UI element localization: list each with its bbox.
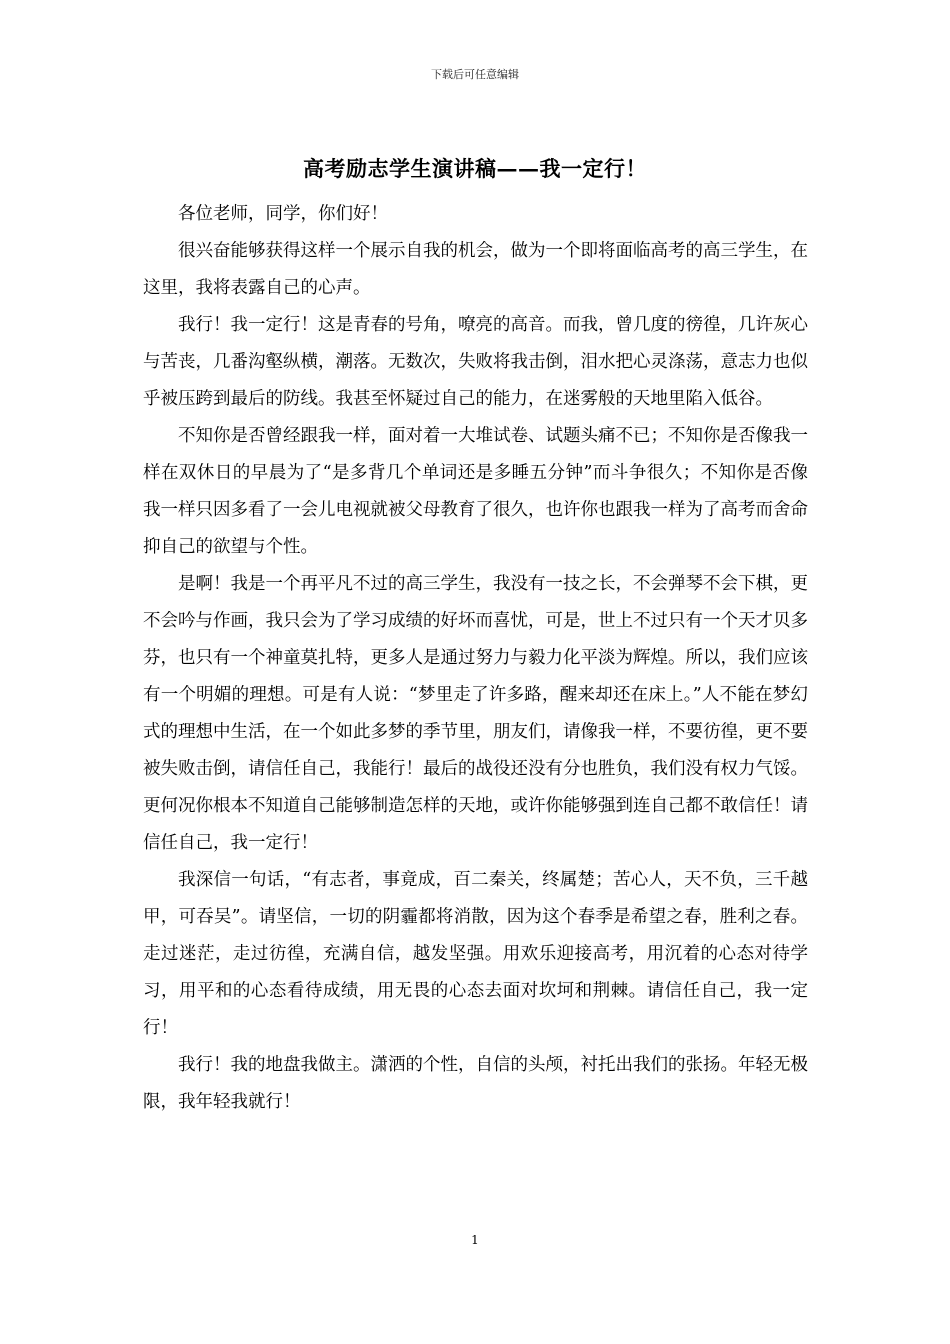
paragraph-intro: 很兴奋能够获得这样一个展示自我的机会，做为一个即将面临高考的高三学生，在这里，我将表露自己的心声。 <box>143 241 808 298</box>
paragraph-closing: 我行！我的地盘我做主。潇洒的个性，自信的头颅，衬托出我们的张扬。年轻无极限，我年轻我就行！ <box>143 1055 808 1112</box>
document-title: 高考励志学生演讲稿——我一定行！ <box>303 156 647 181</box>
paragraph-shared-experience: 不知你是否曾经跟我一样，面对着一大堆试卷、试题头痛不已；不知你是否像我一样在双休日的早晨为了“是多背几个单词还是多睡五分钟”而斗争很久；不知你是否像我一样只因多看了一会儿电视就被父母教育了很久，也许你也跟我一样为了高考而舍命抑自己的欲望与个性。 <box>143 426 808 557</box>
document-body <box>143 196 808 1121</box>
paragraph-quote: 我深信一句话，“有志者，事竟成，百二秦关，终属楚；苦心人，天不负，三千越甲，可吞吴”。请坚信，一切的阴霾都将消散，因为这个春季是希望之春，胜利之春。走过迷茫，走过彷徨，充满自信，越发坚强。用欢乐迎接高考，用沉着的心态对待学习，用平和的心态看待成绩，用无畏的心态去面对坎坷和荆棘。请信任自己，我一定行！ <box>143 870 808 1038</box>
paragraph-belief: 是啊！我是一个再平凡不过的高三学生，我没有一技之长，不会弹琴不会下棋，更不会吟与作画，我只会为了学习成绩的好坏而喜忧，可是，世上不过只有一个天才贝多芬，也只有一个神童莫扎特，更多人是通过努力与毅力化平淡为辉煌。所以，我们应该有一个明媚的理想。可是有人说：“梦里走了许多路，醒来却还在床上。”人不能在梦幻式的理想中生活，在一个如此多梦的季节里，朋友们，请像我一样，不要彷徨，更不要被失败击倒，请信任自己，我能行！最后的战役还没有分也胜负，我们没有权力气馁。更何况你根本不知道自己能够制造怎样的天地，或许你能够强到连自己都不敢信任！请信任自己，我一定行！ <box>143 574 808 853</box>
page-number: 1 <box>471 1233 479 1247</box>
header-note: 下载后可任意编辑 <box>431 68 519 81</box>
paragraph-greeting: 各位老师，同学，你们好！ <box>178 204 388 224</box>
paragraph-struggle: 我行！我一定行！这是青春的号角，嘹亮的高音。而我，曾几度的徬徨，几许灰心与苦丧，几番沟壑纵横，潮落。无数次，失败将我击倒，泪水把心灵涤荡，意志力也似乎被压跨到最后的防线。我甚至怀疑过自己的能力，在迷雾般的天地里陷入低谷。 <box>143 315 808 409</box>
